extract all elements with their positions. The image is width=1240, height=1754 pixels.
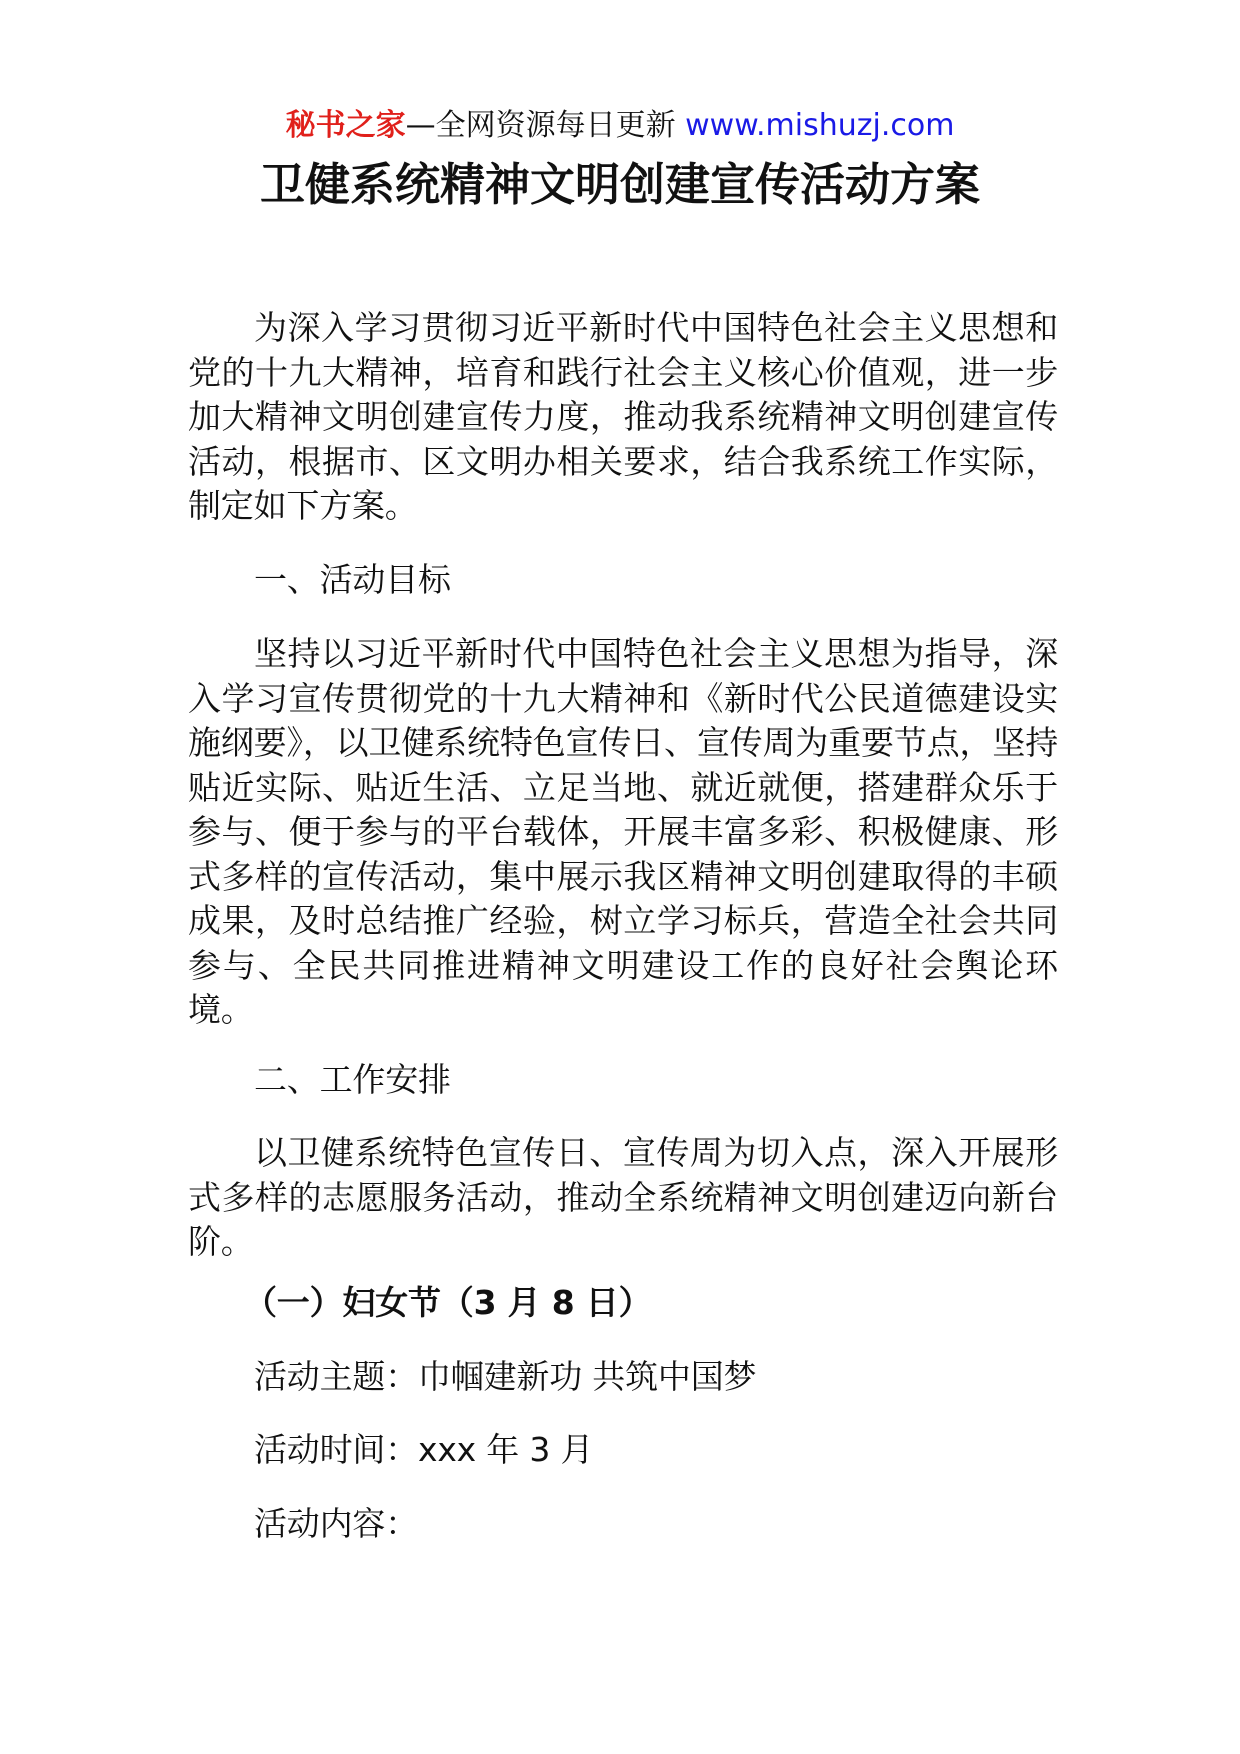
activity-theme: 活动主题：巾帼建新功 共筑中国梦 xyxy=(254,1357,757,1396)
site-header xyxy=(0,104,1240,148)
arrangement-paragraph: 以卫健系统特色宣传日、宣传周为切入点，深入开展形式多样的志愿服务活动，推动全系统精神文明创建迈向新台阶。 xyxy=(188,1133,1058,1261)
subsection-heading-womens-day: （一）妇女节（3 月 8 日） xyxy=(244,1283,652,1322)
site-tagline: —全网资源每日更新 xyxy=(405,108,676,143)
site-url[interactable]: www.mishuzj.com xyxy=(685,108,955,143)
intro-paragraph: 为深入学习贯彻习近平新时代中国特色社会主义思想和党的十九大精神，培育和践行社会主义核心价值观，进一步加大精神文明创建宣传力度，推动我系统精神文明创建宣传活动，根据市、区文明办相关要求，结合我系统工作实际，制定如下方案。 xyxy=(188,308,1058,525)
goals-paragraph: 坚持以习近平新时代中国特色社会主义思想为指导，深入学习宣传贯彻党的十九大精神和《新时代公民道德建设实施纲要》，以卫健系统特色宣传日、宣传周为重要节点，坚持贴近实际、贴近生活、立足当地、就近就便，搭建群众乐于参与、便于参与的平台载体，开展丰富多彩、积极健康、形式多样的宣传活动，集中展示我区精神文明创建取得的丰硕成果，及时总结推广经验，树立学习标兵，营造全社会共同参与、全民共同推进精神文明建设工作的良好社会舆论环境。 xyxy=(188,634,1058,1029)
activity-content-label: 活动内容： xyxy=(254,1504,419,1543)
section-heading-goals: 一、活动目标 xyxy=(254,560,451,599)
site-brand: 秘书之家 xyxy=(285,108,406,143)
section-heading-arrangement: 二、工作安排 xyxy=(254,1060,451,1099)
activity-time: 活动时间：xxx 年 3 月 xyxy=(254,1430,594,1469)
document-title: 卫健系统精神文明创建宣传活动方案 xyxy=(259,158,980,211)
